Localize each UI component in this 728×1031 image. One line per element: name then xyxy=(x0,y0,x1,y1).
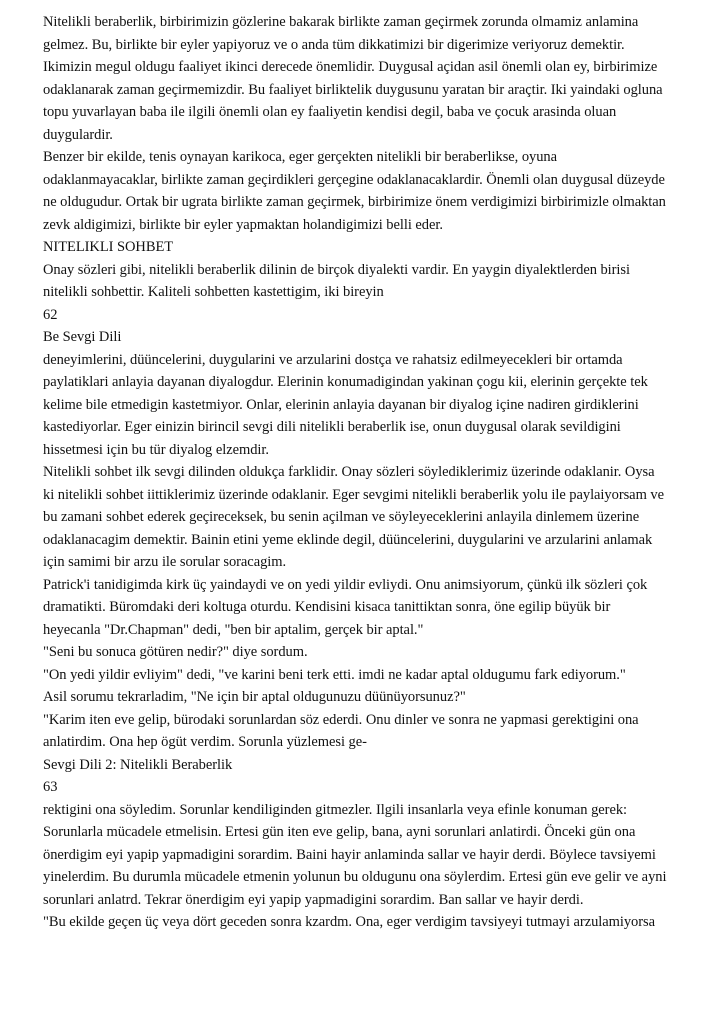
text-line: Nitelikli sohbet ilk sevgi dilinden oldukça farklidir. Onay sözleri söylediklerimiz üzerinde odaklanir. Oysa xyxy=(43,464,655,480)
text-line: "Seni bu sonuca götüren nedir?" diye sordum. xyxy=(43,644,308,660)
text-line: "On yedi yildir evliyim" dedi, "ve karini beni terk etti. imdi ne kadar aptal oldugumu fark ediyorum." xyxy=(43,666,626,683)
text-line: Sorunlarla mücadele etmelisin. Ertesi gün iten eve gelip, bana, ayni sorunlari anlatirdi. Önceki gün ona xyxy=(43,824,636,840)
page-number: 63 xyxy=(43,779,58,795)
text-line: bu zamani sohbet ederek geçireceksek, bu senin açilman ve söyleyeceklerini anlayila dinlemem üzerine xyxy=(43,509,640,525)
text-line: topu yuvarlayan baba ile ilgili önemli olan ey faaliyetin kendisi degil, baba ve çocuk arasinda oluan xyxy=(43,104,617,120)
text-line: kastediyorlar. Eger einizin birincil sevgi dili nitelikli beraberlik ise, onun duygusal olarak sevildigini xyxy=(43,419,621,435)
text-line: sorunlari anlatrd. Tekrar önerdigim eyi yapip yapmadigini sorardim. Ban sallar ve hayir derdi. xyxy=(43,891,584,908)
text-line: deneyimlerini, düüncelerini, duygularini ve arzularini dostça ve rahatsiz edilmeyecekleri bir ortamda xyxy=(43,351,623,368)
text-line: duygulardir. xyxy=(43,126,113,143)
text-line: için samimi bir arzu ile sorular soracagim. xyxy=(43,554,287,570)
text-line: Ikimizin megul oldugu faaliyet ikinci derecede önemlidir. Duygusal açidan asil önemli olan ey, birbirimize xyxy=(43,59,658,75)
text-line: rektigini ona söyledim. Sorunlar kendiliginden gitmezler. Ilgili insanlarla veya efinle konuman gerek: xyxy=(43,801,628,818)
text-line: odaklanmayacaklar, birlikte zaman geçirdikleri gerçegine odaklanacaklardir. Önemli olan duygusal düzeyde xyxy=(43,171,665,188)
text-line: anlatirdim. Ona hep ögüt verdim. Sorunla yüzlemesi ge- xyxy=(43,734,367,750)
text-line: önerdigim eyi yapip yapmadigini sorardim. Baini hayir anlaminda sallar ve hayir derdi. Böylece tavsiyemi xyxy=(43,846,656,863)
text-line: yinelerdim. Bu durumla mücadele etmenin yolunun bu oldugunu ona söylerdim. Ertesi gün eve gelir ve ayni xyxy=(43,869,667,885)
text-line: kelime bile etmedigin kastetmiyor. Onlar, elerinin anlayia dayanan bir diyalog içine nadiren girdiklerini xyxy=(43,396,639,413)
text-line: hissetmesi için bu tür diyalog elzemdir. xyxy=(43,441,269,458)
section-heading: NITELIKLI SOHBET xyxy=(43,239,174,255)
text-line: Asil sorumu tekrarladim, "Ne için bir aptal oldugunuzu düünüyorsunuz?" xyxy=(43,689,466,705)
document-page xyxy=(43,11,688,934)
text-line: odaklanarak zaman geçirmemizdir. Bu faaliyet birliktelik duygusunu yaratan bir araçtir. Iki yaindaki ogluna xyxy=(43,81,663,98)
text-line: ne oldugudur. Ortak bir ugrata birlikte zaman geçirmek, birbirimize önem verdigimizi birbirimizle olmaktan xyxy=(43,194,666,210)
text-line: Onay sözleri gibi, nitelikli beraberlik dilinin de birçok diyalekti vardir. En yaygin diyalektlerden birisi xyxy=(43,261,630,278)
running-header: Sevgi Dili 2: Nitelikli Beraberlik xyxy=(43,756,233,773)
running-header: Be Sevgi Dili xyxy=(43,329,122,345)
text-line: zevk aldigimizi, birlikte bir eyler yapmaktan holandigimizi belli eder. xyxy=(43,216,443,233)
text-line: "Bu ekilde geçen üç veya dört geceden sonra kzardm. Ona, eger verdigim tavsiyeyi tutmayi arzulamiyorsa xyxy=(43,914,656,930)
text-line: heyecanla "Dr.Chapman" dedi, "ben bir aptalim, gerçek bir aptal." xyxy=(43,621,424,638)
page-number: 62 xyxy=(43,306,58,323)
text-line: Benzer bir ekilde, tenis oynayan karikoca, eger gerçekten nitelikli bir beraberlikse, oyuna xyxy=(43,149,558,165)
text-line: Patrick'i tanidigimda kirk üç yaindaydi ve on yedi yildir evliydi. Onu animsiyorum, çünkü ilk sözleri çok xyxy=(43,576,648,593)
text-line: nitelikli sohbettir. Kaliteli sohbetten kastettigim, iki bireyin xyxy=(43,284,384,300)
text-line: odaklanacagim demektir. Bainin etini yeme eklinde degil, düüncelerini, duygularini ve arzularini anlamak xyxy=(43,531,653,548)
text-line: gelmez. Bu, birlikte bir eyler yapiyoruz ve o anda tüm dikkatimizi bir digerimize veriyoruz demektir. xyxy=(43,36,625,53)
text-line: Nitelikli beraberlik, birbirimizin gözlerine bakarak birlikte zaman geçirmek zorunda olmamiz anlamina xyxy=(43,14,639,30)
text-line: paylatiklari anlayia dayanan diyalogdur. Elerinin konumadigindan yakinan çogu kii, elerinin gerçekte tek xyxy=(43,374,648,390)
text-line: dramatikti. Büromdaki deri koltuga oturdu. Kendisini kisaca tanittiktan sonra, öne egilip büyük bir xyxy=(43,599,611,615)
text-line: "Karim iten eve gelip, bürodaki sorunlardan söz ederdi. Onu dinler ve sonra ne yapmasi gerektigini ona xyxy=(43,711,639,728)
text-line: ki nitelikli sohbet iittiklerimiz üzerinde odaklanir. Eger sevgimi nitelikli beraberlik yolu ile paylaiyorsam ve xyxy=(43,486,664,503)
